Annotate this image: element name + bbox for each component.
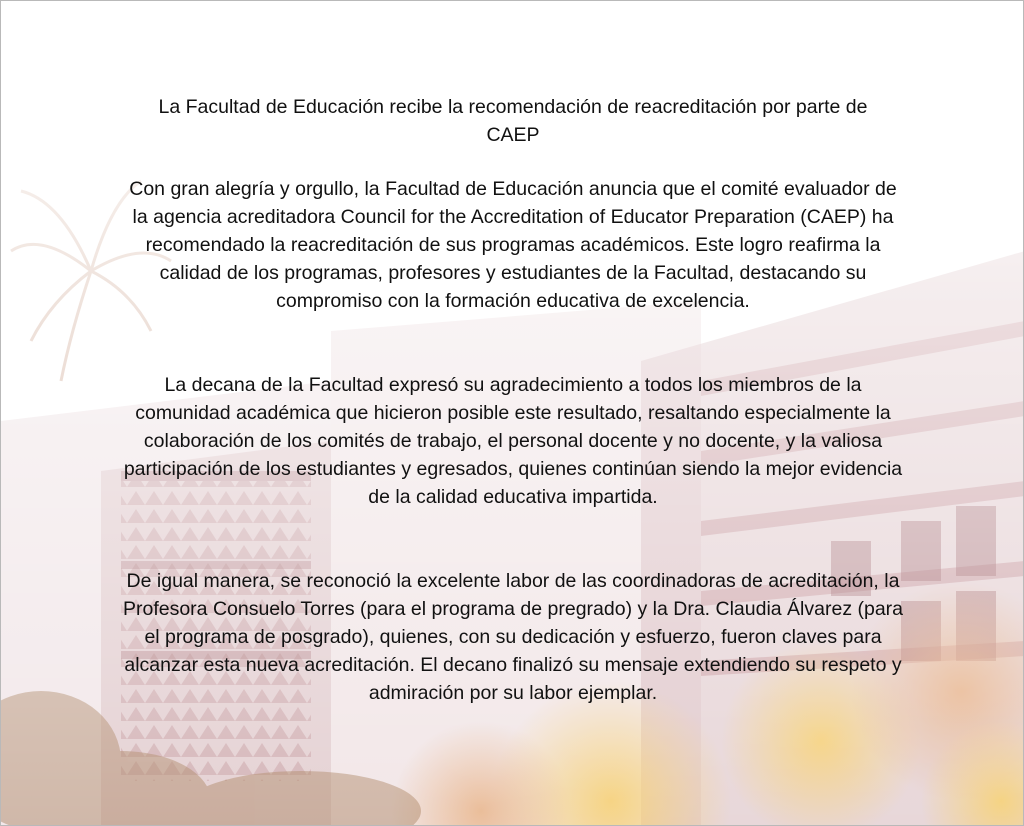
paragraph-2: La decana de la Facultad expresó su agradecimiento a todos los miembros de la comunidad académica que hicieron posible este resultado, resaltando especialmente la colaboración de los comités de trabajo, el personal docente y no docente, y la valiosa participación de los estudiantes y egresados, quienes continúan siendo la mejor evidencia de la calidad educativa impartida.: [123, 374, 903, 508]
article-title: La Facultad de Educación recibe la recomendación de reacreditación por parte de CAEP: [158, 96, 868, 146]
paragraph-3: De igual manera, se reconoció la excelente labor de las coordinadoras de acreditación, la Profesora Consuelo Torres (para el programa de pregrado) y la Dra. Claudia Álvarez (para el programa de posgrado), quienes, con su dedicación y esfuerzo, fueron claves para alcanzar esta nueva acreditación. El decano finalizó su mensaje extendiendo su respeto y admiración por su labor ejemplar.: [122, 570, 904, 704]
article: [1, 1, 1024, 826]
paragraph-1: Con gran alegría y orgullo, la Facultad de Educación anuncia que el comité evaluador de la agencia acreditadora Council for the Accreditation of Educator Preparation (CAEP) ha recomendado la reacreditación de sus programas académicos. Este logro reafirma la calidad de los programas, profesores y estudiantes de la Facultad, destacando su compromiso con la formación educativa de excelencia.: [129, 178, 897, 312]
